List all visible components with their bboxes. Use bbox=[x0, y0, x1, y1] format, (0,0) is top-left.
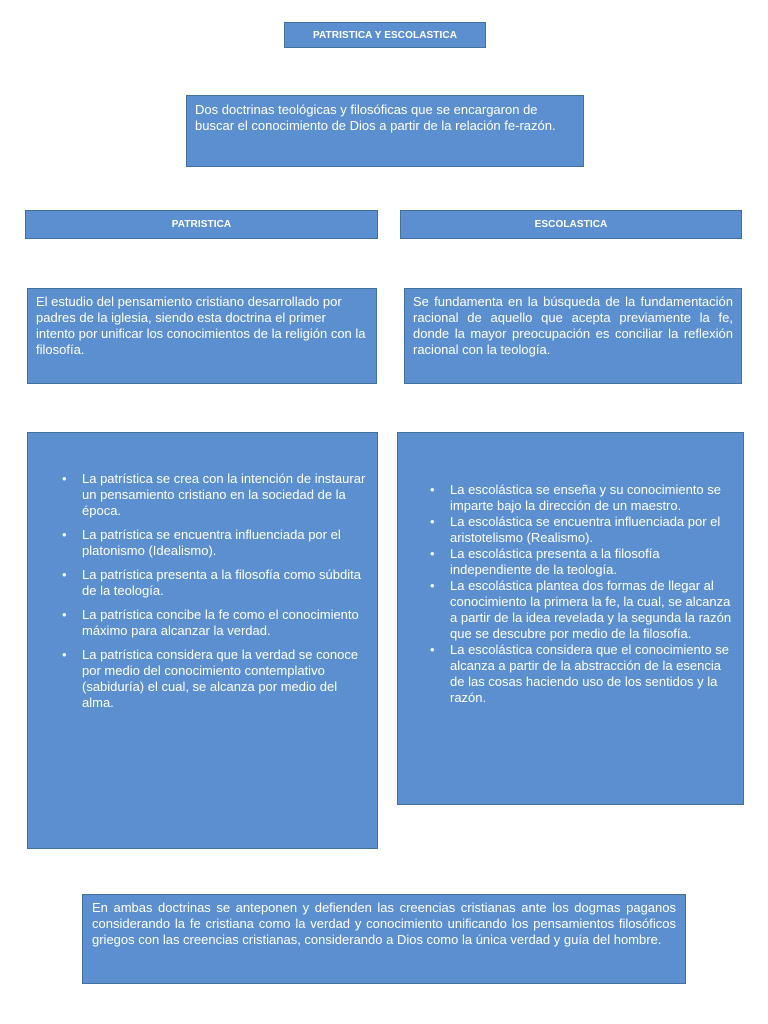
conclusion-box bbox=[82, 894, 686, 984]
escolastica-header-text: ESCOLASTICA bbox=[534, 219, 608, 230]
list-item: • La patrística presenta a la filosofía como súbdita de la teología. bbox=[58, 567, 367, 599]
diagram-title-text: PATRISTICA Y ESCOLASTICA bbox=[312, 29, 458, 41]
list-item: • La escolástica se encuentra influenciada por el aristotelismo (Realismo). bbox=[426, 514, 733, 546]
list-item: • La patrística se encuentra influenciada por el platonismo (Idealismo). bbox=[58, 527, 367, 559]
escolastica-header bbox=[400, 210, 742, 239]
intro-box bbox=[186, 95, 584, 167]
patristica-definition-text: El estudio del pensamiento cristiano desarrollado por padres de la iglesia, siendo esta doctrina el primer intento por unificar los conocimientos de la religión con la filosofía. bbox=[36, 294, 366, 357]
list-item: • La patrística concibe la fe como el conocimiento máximo para alcanzar la verdad. bbox=[58, 607, 367, 639]
patristica-header-text: PATRISTICA bbox=[171, 219, 232, 230]
list-item: • La escolástica presenta a la filosofía independiente de la teología. bbox=[426, 546, 733, 578]
escolastica-definition-text: Se fundamenta en la búsqueda de la fundamentación racional de aquello que acepta previamente la fe, donde la mayor preocupación es conciliar la reflexión racional con la teología. bbox=[413, 294, 733, 357]
list-item: • La patrística considera que la verdad se conoce por medio del conocimiento contemplativo (sabiduría) el cual, se alcanza por medio del alma. bbox=[58, 647, 367, 711]
intro-text: Dos doctrinas teológicas y filosóficas que se encargaron de buscar el conocimiento de Dios a partir de la relación fe-razón. bbox=[195, 102, 556, 133]
patristica-points-box bbox=[27, 432, 378, 849]
escolastica-points-box bbox=[397, 432, 744, 805]
list-item: • La escolástica se enseña y su conocimiento se imparte bajo la dirección de un maestro. bbox=[426, 482, 733, 514]
patristica-header bbox=[25, 210, 378, 239]
patristica-points-list bbox=[28, 433, 377, 711]
diagram-title bbox=[284, 22, 486, 48]
escolastica-points-list bbox=[398, 433, 743, 706]
list-item: • La escolástica considera que el conocimiento se alcanza a partir de la abstracción de la esencia de las cosas haciendo uso de los sentidos y la razón. bbox=[426, 642, 733, 706]
escolastica-definition-box bbox=[404, 288, 742, 384]
conclusion-text: En ambas doctrinas se anteponen y defienden las creencias cristianas ante los dogmas paganos considerando la fe cristiana como la verdad y conocimiento unificando los pensamientos filosóficos griegos con las creencias cristianas, considerando a Dios como la única verdad y guía del hombre. bbox=[92, 900, 676, 947]
patristica-definition-box bbox=[27, 288, 377, 384]
list-item: • La patrística se crea con la intención de instaurar un pensamiento cristiano en la sociedad de la época. bbox=[58, 471, 367, 519]
list-item: • La escolástica plantea dos formas de llegar al conocimiento la primera la fe, la cual, se alcanza a partir de la idea revelada y la segunda la razón que se descubre por medio de la filosofía. bbox=[426, 578, 733, 642]
